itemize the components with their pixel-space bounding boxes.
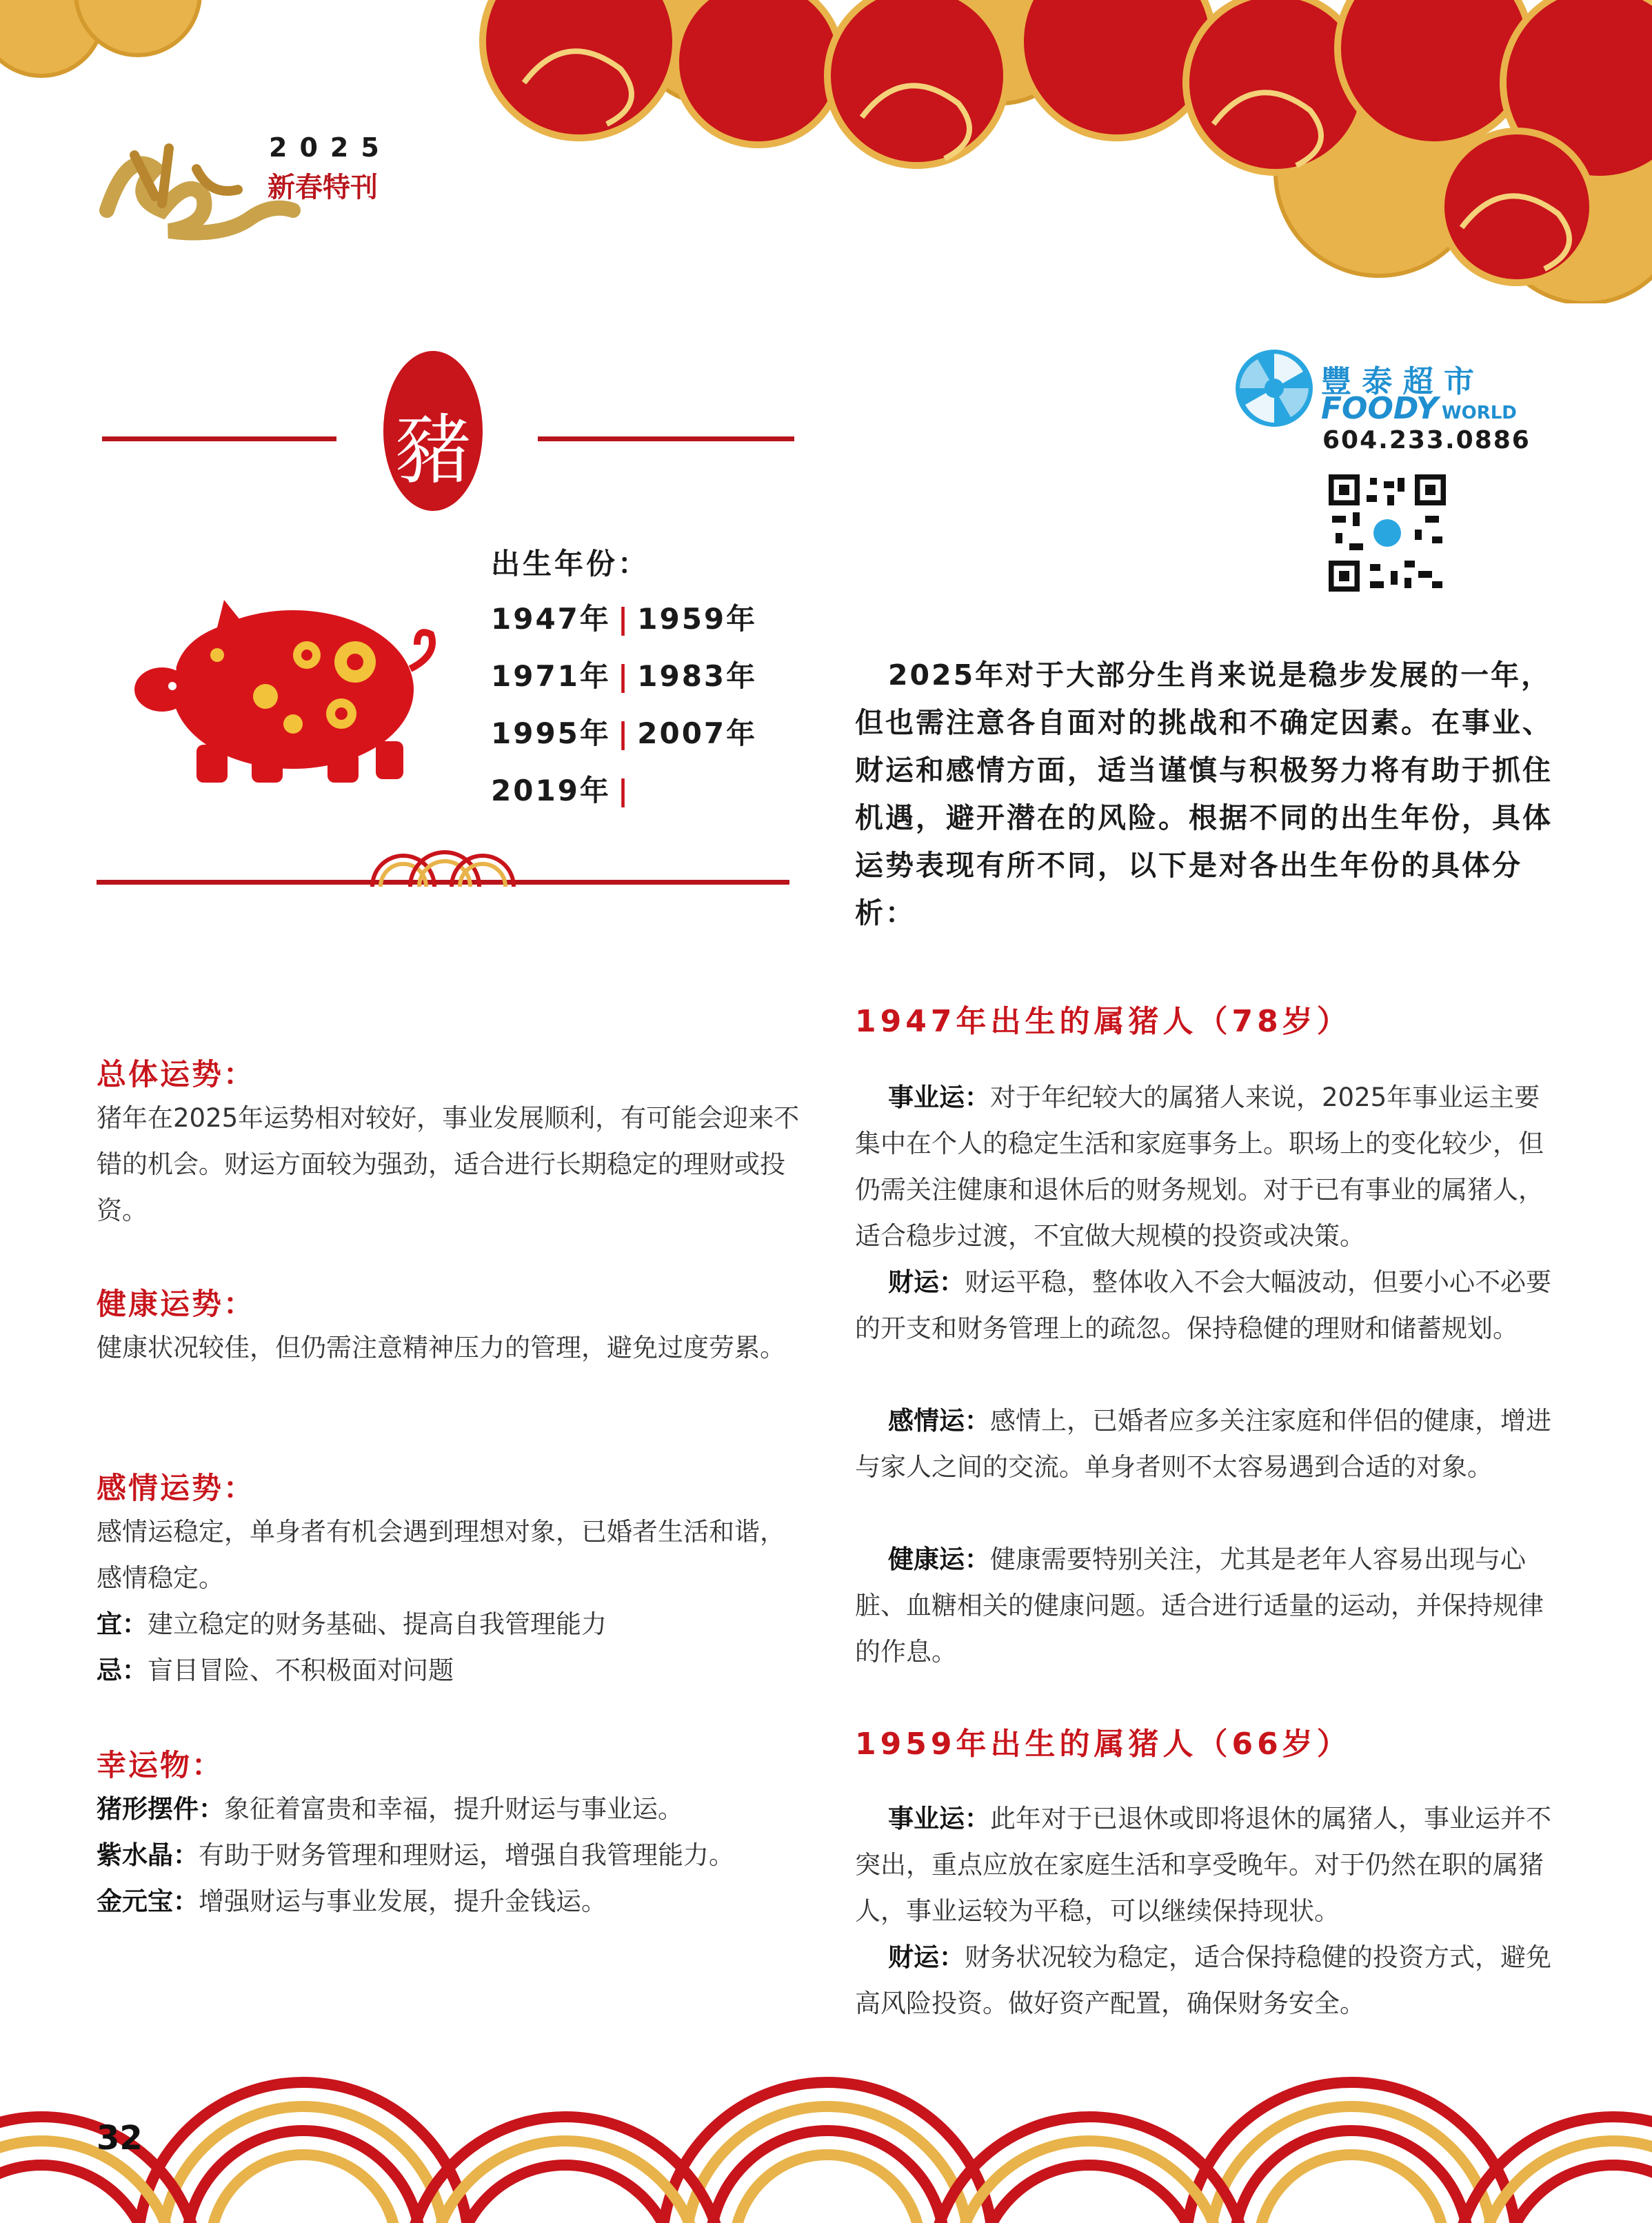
- text-career: 对于年纪较大的属猪人来说，2025年事业运主要集中在个人的稳定生活和家庭事务上。职场上的变化较少，但仍需关注健康和退休后的财务规划。对于已有事业的属猪人，适合稳步过渡，不宜做大规模的投资或决策。: [855, 1083, 1544, 1251]
- lucky-item-label: 猪形摆件：: [97, 1794, 224, 1824]
- para-1947-love: [855, 1398, 1555, 1490]
- overall-text: 猪年在2025年运势相对较好，事业发展顺利，有可能会迎来不错的机会。财运方面较为强劲，适合进行长期稳定的理财或投资。: [97, 1103, 800, 1225]
- sponsor-phone: 604.233.0886: [1322, 426, 1531, 454]
- do-text: 建立稳定的财务基础、提高自我管理能力: [148, 1609, 607, 1639]
- lucky-item-label: 金元宝：: [97, 1887, 199, 1916]
- do-label: 宜：: [97, 1609, 148, 1639]
- qr-code[interactable]: [1329, 474, 1446, 592]
- birth-year-row: [491, 768, 637, 809]
- section-title-1947: 1947年出生的属猪人（78岁）: [855, 1004, 1351, 1039]
- text-wealth: 财务状况较为稳定，适合保持稳健的投资方式，避免高风险投资。做好资产配置，确保财务安全。: [855, 1942, 1551, 2018]
- text-wealth: 财运平稳，整体收入不会大幅波动，但要小心不必要的开支和财务管理上的疏忽。保持稳健的理财和储蓄规划。: [855, 1267, 1551, 1343]
- sponsor-foody: FOODY: [1321, 391, 1438, 426]
- lucky-item: [97, 1878, 607, 1924]
- text-career: 此年对于已退休或即将退休的属猪人，事业运并不突出，重点应放在家庭生活和享受晚年。对于仍然在职的属猪人，事业运较为平稳，可以继续保持现状。: [855, 1804, 1551, 1926]
- birth-year: 1983年: [637, 659, 758, 693]
- birth-year-row: [491, 711, 757, 752]
- label-health: 健康运：: [888, 1545, 990, 1574]
- lucky-item-text: 增强财运与事业发展，提升金钱运。: [199, 1887, 607, 1916]
- birth-years-label: 出生年份：: [491, 547, 650, 581]
- birth-year: 2007年: [637, 716, 758, 750]
- lucky-item-text: 象征着富贵和幸福，提升财运与事业运。: [224, 1794, 683, 1824]
- do-line: [97, 1601, 607, 1647]
- dont-label: 忌：: [97, 1656, 148, 1685]
- section-title-1959: 1959年出生的属猪人（66岁）: [855, 1727, 1351, 1762]
- para-1947-wealth: [855, 1259, 1555, 1351]
- pig-seal-icon: [381, 348, 485, 514]
- love-text: 感情运稳定，单身者有机会遇到理想对象，已婚者生活和谐，感情稳定。: [97, 1517, 785, 1593]
- label-love: 感情运：: [888, 1406, 990, 1436]
- para-1959-wealth: [855, 1934, 1555, 2026]
- lucky-item-text: 有助于财务管理和理财运，增强自我管理能力。: [199, 1840, 734, 1870]
- lucky-item-label: 紫水晶：: [97, 1840, 199, 1870]
- separator-bar: |: [617, 659, 631, 693]
- decorative-waves-footer: [0, 2069, 1652, 2223]
- text-health: 健康需要特别关注，尤其是老年人容易出现与心脏、血糖相关的健康问题。适合进行适量的运动，并保持规律的作息。: [855, 1545, 1544, 1667]
- label-wealth: 财运：: [888, 1267, 965, 1297]
- section-title-love: 感情运势：: [97, 1471, 255, 1506]
- pig-papercut-icon: [134, 565, 445, 786]
- section-title-health: 健康运势：: [97, 1287, 255, 1322]
- sponsor-name-en: [1321, 391, 1517, 426]
- para-1947-career: [855, 1074, 1555, 1259]
- sponsor-world: WORLD: [1441, 403, 1517, 423]
- divider-line-right: [538, 436, 794, 441]
- seal-character: 豬: [395, 406, 471, 494]
- label-career: 事业运：: [888, 1804, 990, 1833]
- birth-year-row: [491, 596, 757, 638]
- separator-bar: |: [617, 602, 631, 636]
- separator-bar: |: [617, 716, 631, 750]
- dont-text: 盲目冒险、不积极面对问题: [148, 1656, 454, 1685]
- aperture-logo-icon: [1234, 348, 1314, 428]
- label-wealth: 财运：: [888, 1942, 965, 1972]
- sponsor-logo: [1234, 348, 1517, 431]
- para-1947-health: [855, 1536, 1555, 1675]
- birth-year: 1995年: [491, 716, 611, 750]
- separator-bar: |: [617, 774, 631, 807]
- birth-year: 1971年: [491, 659, 611, 693]
- masthead-title: 新春特刊: [268, 171, 378, 203]
- para-1959-career: [855, 1796, 1555, 1934]
- health-text: 健康状况较佳，但仍需注意精神压力的管理，避免过度劳累。: [97, 1333, 785, 1362]
- sponsor-name-cn: 豐 泰 超 市: [1321, 364, 1474, 399]
- page-number: 32: [97, 2119, 143, 2157]
- text-love: 感情上，已婚者应多关注家庭和伴侣的健康，增进与家人之间的交流。单身者则不太容易遇到合适的对象。: [855, 1406, 1551, 1482]
- dont-line: [97, 1647, 454, 1693]
- birth-year: 1947年: [491, 602, 611, 636]
- birth-year: 2019年: [491, 774, 611, 807]
- wave-divider: [97, 847, 789, 895]
- lucky-item: [97, 1832, 734, 1878]
- divider-line-left: [102, 436, 336, 441]
- intro-paragraph: 2025年对于大部分生肖来说是稳步发展的一年，但也需注意各自面对的挑战和不确定因素。在事业、财运和感情方面，适当谨慎与积极努力将有助于抓住机遇，避开潜在的风险。根据不同的出生年份，具体运势表现有所不同，以下是对各出生年份的具体分析：: [855, 658, 1553, 929]
- lucky-item: [97, 1786, 683, 1832]
- label-career: 事业运：: [888, 1083, 990, 1112]
- birth-year-row: [491, 654, 757, 695]
- masthead-year: 2025: [269, 132, 392, 163]
- section-title-lucky: 幸运物：: [97, 1749, 223, 1783]
- birth-year: 1959年: [637, 602, 758, 636]
- section-title-overall: 总体运势：: [97, 1058, 255, 1092]
